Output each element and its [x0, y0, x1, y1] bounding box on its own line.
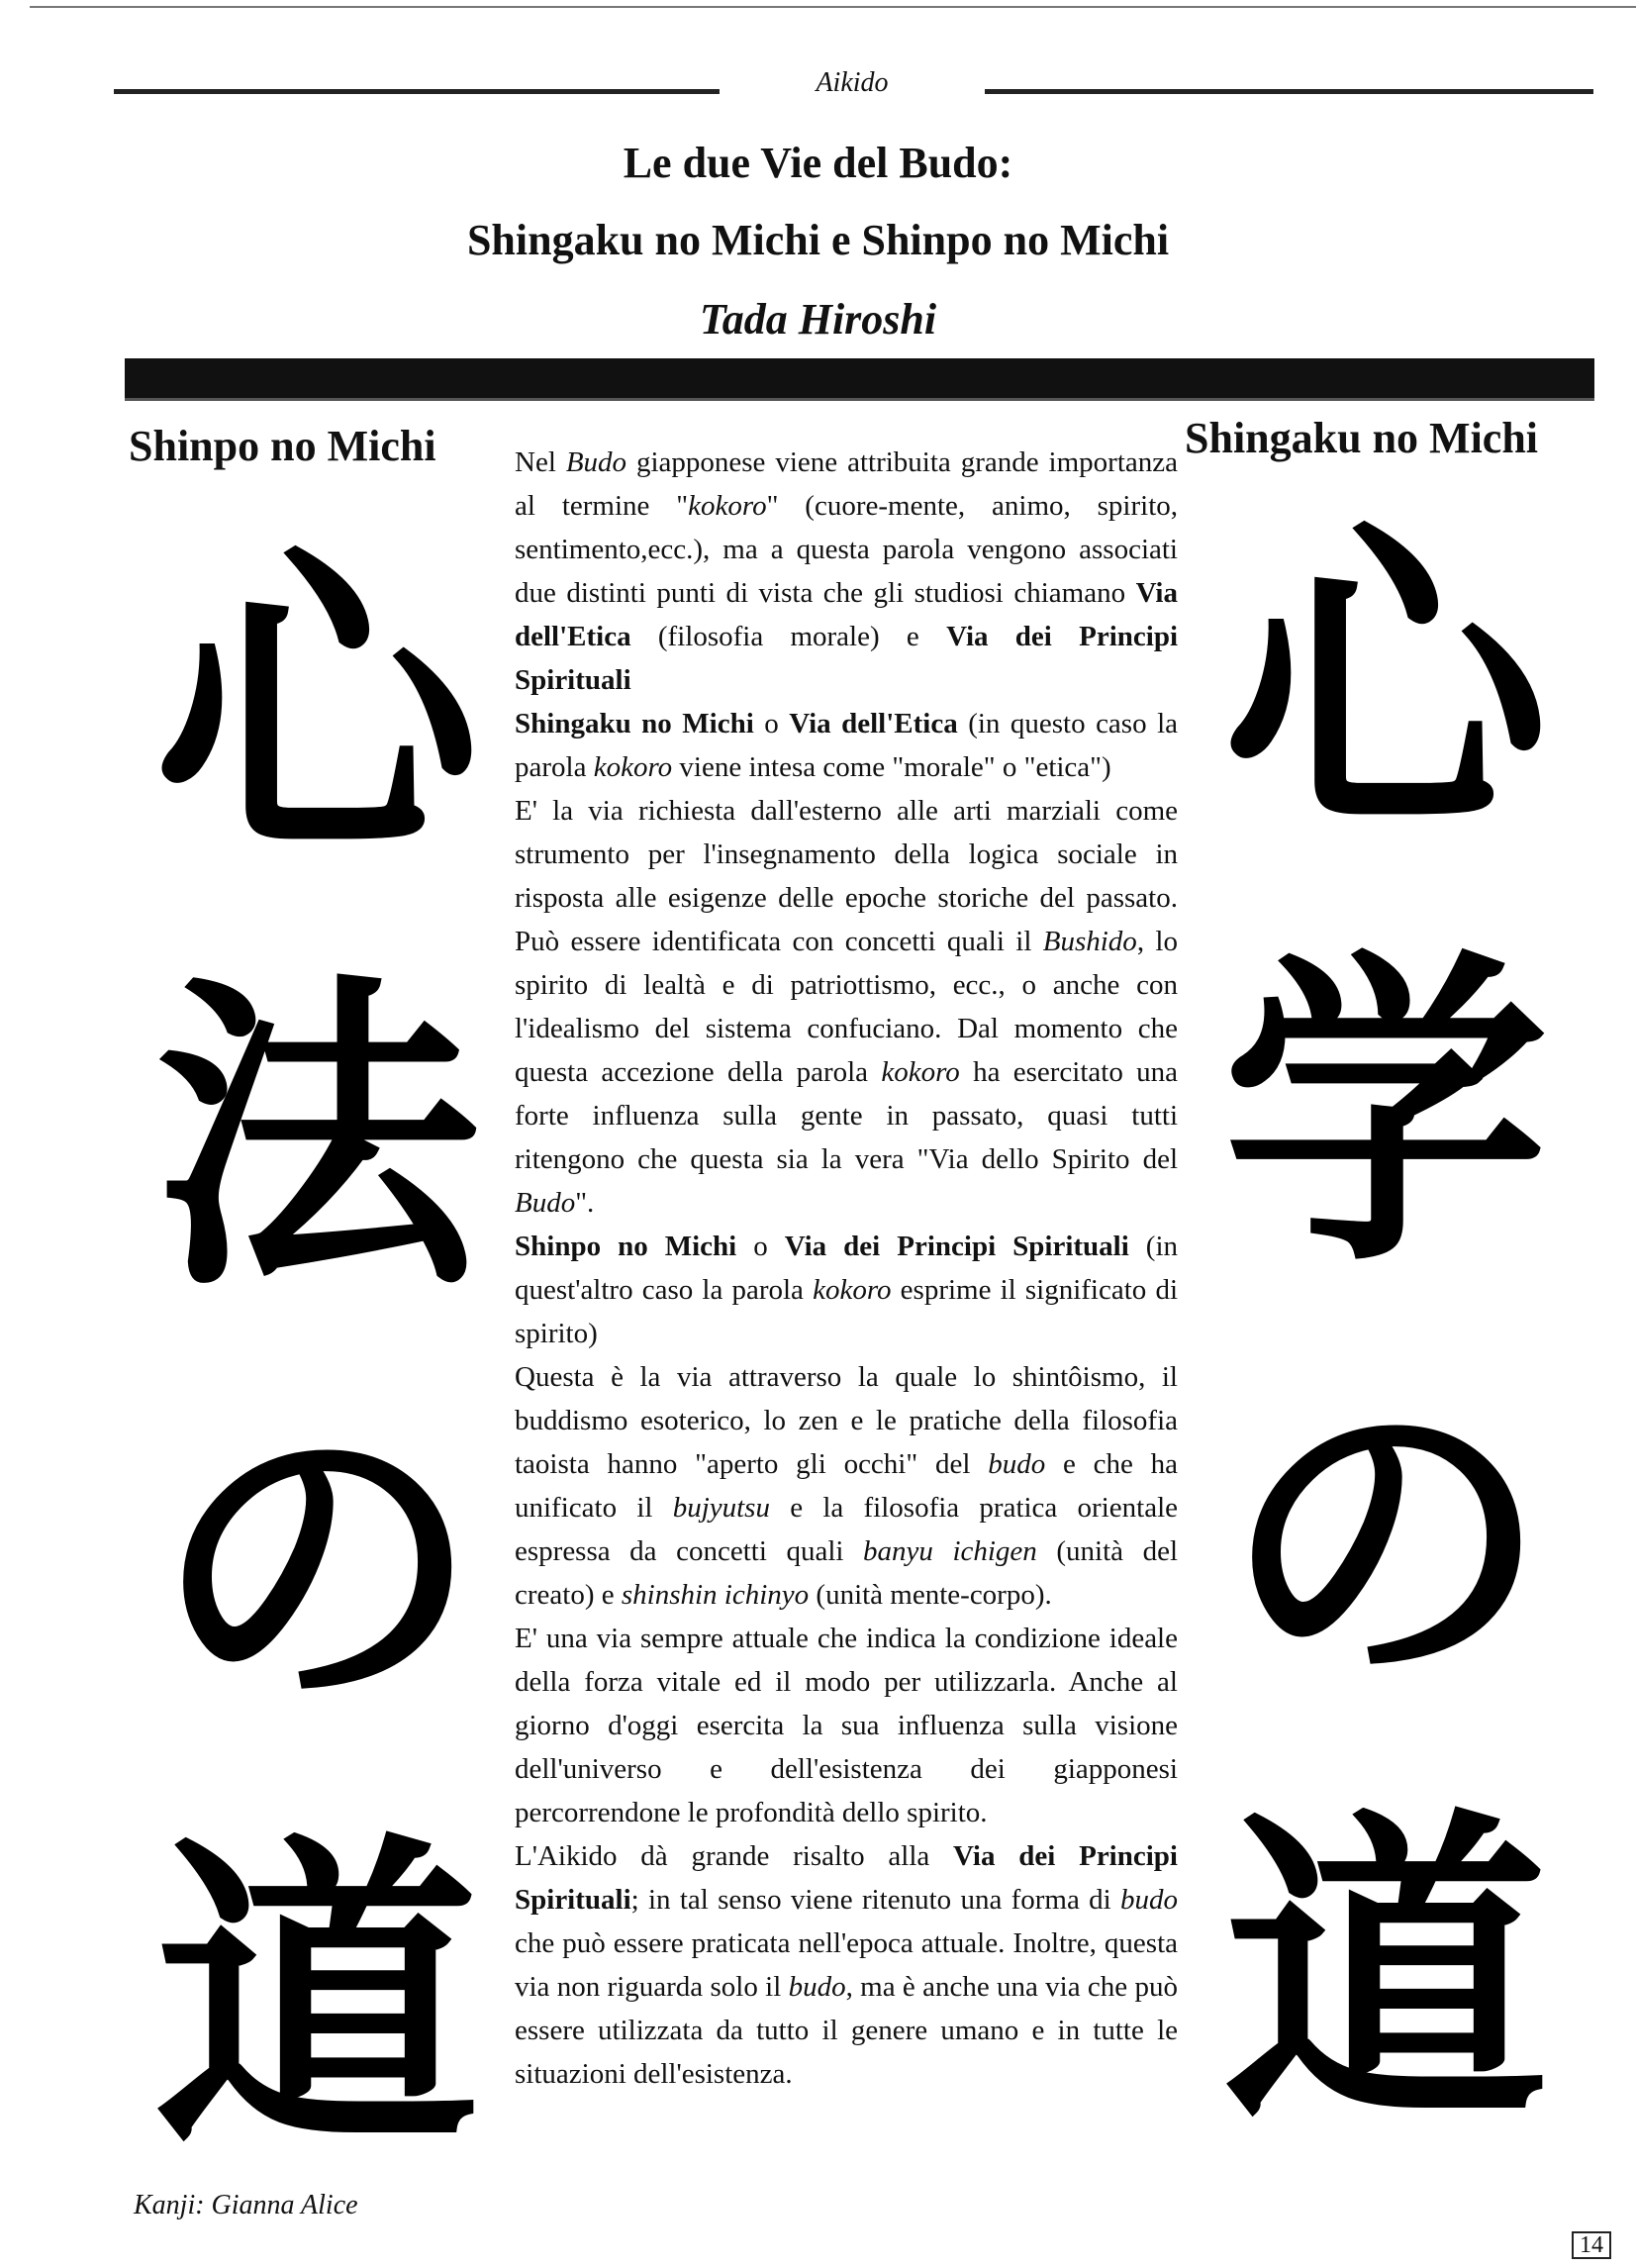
article-title: Le due Vie del Budo:: [623, 139, 1013, 187]
left-kanji-column: [139, 495, 495, 2214]
kanji-po: 法: [153, 949, 480, 1330]
paragraph-current-way: E' una via sempre attuale che indica la condizione ideale della forza vitale ed il modo per utilizzarla. Anche al giorno d'oggi esercita la sua influenza sulla visione dell'universo e dell'esistenza dei giapponesi percorrendone le profondità dello spirito.: [515, 1623, 1178, 1828]
article-subtitle: Shingaku no Michi e Shinpo no Michi: [466, 216, 1170, 264]
header-rule-left: [114, 89, 720, 94]
kanji-michi: 道: [153, 1809, 480, 2189]
right-column-title: Shingaku no Michi: [1185, 414, 1539, 462]
running-header: [114, 65, 1593, 105]
paragraph-shingaku-heading: Shingaku no Michi o Via dell'Etica (in questo caso la parola kokoro viene intesa come "morale" o "etica"): [515, 708, 1178, 783]
kanji-shin: 心: [153, 520, 480, 900]
header-rule-right: [985, 89, 1593, 94]
right-kanji-column: [1193, 470, 1579, 2189]
running-title: Aikido: [816, 67, 889, 98]
kanji-gaku: 学: [1222, 925, 1549, 1305]
kanji-michi: 道: [1222, 1784, 1549, 2164]
kanji-no: の: [1222, 1354, 1549, 1734]
kanji-no: の: [153, 1379, 480, 1759]
paragraph-shinpo-body: Questa è la via attraverso la quale lo shintôismo, il buddismo esoterico, lo zen e le pratiche della filosofia taoista hanno "aperto gli occhi" del budo e che ha unificato il bujyutsu e la filosofia pratica orientale espressa da concetti quali banyu ichigen (unità del creato) e shinshin ichinyo (unità mente-corpo).: [515, 1361, 1179, 1611]
kanji-credit: Kanji: Gianna Alice: [134, 2190, 358, 2220]
article-author: Tada Hiroshi: [699, 295, 937, 344]
paragraph-shinpo-heading: Shinpo no Michi o Via dei Principi Spirituali (in quest'altro caso la parola kokoro esprime il significato di spirito): [515, 1231, 1179, 1349]
kanji-shin: 心: [1222, 495, 1549, 875]
page-number: 14: [1572, 2231, 1611, 2259]
article-body: [515, 441, 1178, 2096]
top-scan-rule: [30, 6, 1636, 8]
paragraph-intro: Nel Budo giapponese viene attribuita grande importanza al termine "kokoro" (cuore-mente, animo, spirito, sentimento,ecc.), ma a questa parola vengono associati due distinti punti di vista che gli studiosi chiamano Via dell'Etica (filosofia morale) e Via dei Principi Spirituali: [515, 446, 1179, 696]
paragraph-aikido: L'Aikido dà grande risalto alla Via dei Principi Spirituali; in tal senso viene ritenuto una forma di budo che può essere praticata nell'epoca attuale. Inoltre, questa via non riguarda solo il budo, ma è anche una via che può essere utilizzata da tutto il genere umano e in tutte le situazioni dell'esistenza.: [515, 1840, 1178, 2090]
left-column-title: Shinpo no Michi: [129, 422, 436, 470]
paragraph-shingaku-body: E' la via richiesta dall'esterno alle arti marziali come strumento per l'insegnamento della logica sociale in risposta alle esigenze delle epoche storiche del passato. Può essere identificata con concetti quali il Bushido, lo spirito di lealtà e di patriottismo, ecc., o anche con l'idealismo del sistema confuciano. Dal momento che questa accezione della parola kokoro ha esercitato una forte influenza sulla gente in passato, quasi tutti ritengono che questa sia la vera "Via dello Spirito del Budo".: [515, 795, 1179, 1219]
title-divider-bar: [125, 358, 1594, 401]
